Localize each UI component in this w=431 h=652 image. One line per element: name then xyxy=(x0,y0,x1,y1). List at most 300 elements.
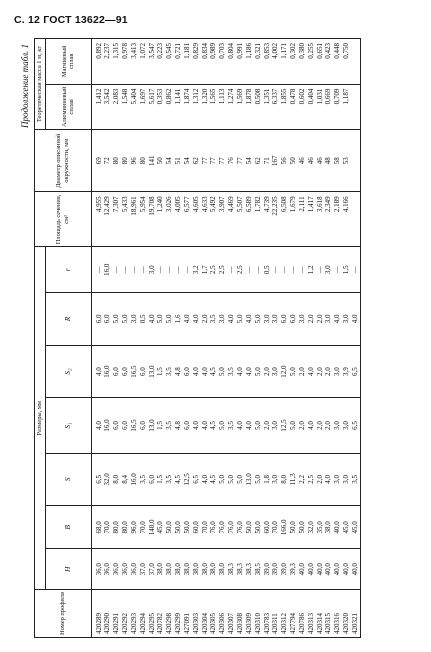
cell-s2: 5,0 xyxy=(254,345,263,398)
cell-diameter: 50 xyxy=(289,130,298,192)
table-row xyxy=(121,39,130,638)
cell-b: 76,0 xyxy=(236,506,245,549)
cell-b: 70,0 xyxy=(103,506,112,549)
cell-b: 80,0 xyxy=(121,506,130,549)
cell-mass-mg: 0,892 xyxy=(91,39,103,85)
cell-diameter: 53 xyxy=(342,130,351,192)
cell-r-big: 3,0 xyxy=(130,293,139,346)
header-s2: S₂ xyxy=(45,345,91,398)
cell-s: 3,5 xyxy=(139,453,148,506)
cell-r-small: 1,5 xyxy=(342,247,351,293)
cell-s1: 16,0 xyxy=(103,398,112,453)
cell-s: 4,0 xyxy=(201,453,210,506)
cell-diameter: 80 xyxy=(121,130,130,192)
table-row xyxy=(218,39,227,638)
cell-b: 50,0 xyxy=(289,506,298,549)
cell-area: 3,907 xyxy=(218,192,227,247)
cell-area: 5,507 xyxy=(236,192,245,247)
cell-r-big: 0,5 xyxy=(139,293,148,346)
cell-s1: 4,0 xyxy=(192,398,201,453)
cell-s: 11,3 xyxy=(289,453,298,506)
cell-profile-no: 420315 xyxy=(324,590,333,638)
cell-diameter: 46 xyxy=(307,130,316,192)
cell-s: 6,5 xyxy=(91,453,103,506)
cell-area: 1,782 xyxy=(254,192,263,247)
cell-b: 60,0 xyxy=(192,506,201,549)
cell-s2: 4,0 xyxy=(245,345,254,398)
cell-s: 5,0 xyxy=(227,453,236,506)
cell-s: 4,5 xyxy=(174,453,183,506)
cell-b: 166,0 xyxy=(280,506,289,549)
cell-r-small: — xyxy=(271,247,280,293)
cell-r-big: 4,0 xyxy=(245,293,254,346)
cell-r-small: — xyxy=(289,247,298,293)
cell-r-big: 4,0 xyxy=(192,293,201,346)
cell-s: 1,5 xyxy=(156,453,165,506)
cell-diameter: 80 xyxy=(139,130,148,192)
cell-r-small: — xyxy=(254,247,263,293)
cell-mass-mg: 2,237 xyxy=(103,39,112,85)
cell-mass-al: 1,274 xyxy=(227,84,236,130)
cell-r-big: 3,0 xyxy=(298,293,307,346)
cell-r-small: 2,5 xyxy=(218,247,227,293)
cell-r-small: 3,0 xyxy=(324,247,333,293)
cell-mass-mg: 0,750 xyxy=(342,39,351,85)
cell-b: 70,0 xyxy=(201,506,210,549)
cell-profile-no: 420311 xyxy=(271,590,280,638)
cell-r-small: — xyxy=(245,247,254,293)
table-row xyxy=(156,39,165,638)
cell-diameter: 96 xyxy=(130,130,139,192)
cell-profile-no: 427091 xyxy=(183,590,192,638)
table-row xyxy=(139,39,148,638)
cell-r-big: 2,0 xyxy=(307,293,316,346)
cell-s: 3,0 xyxy=(271,453,280,506)
cell-area: 1,240 xyxy=(156,192,165,247)
cell-h: 38,0 xyxy=(218,549,227,590)
cell-b: 50,0 xyxy=(254,506,263,549)
cell-diameter: 46 xyxy=(316,130,325,192)
cell-b: 70,0 xyxy=(139,506,148,549)
cell-profile-no: 420306 xyxy=(218,590,227,638)
cell-diameter: 54 xyxy=(165,130,174,192)
cell-b: 40,0 xyxy=(333,506,342,549)
cell-area: 1,679 xyxy=(289,192,298,247)
table-row xyxy=(183,39,192,638)
cell-diameter: 48 xyxy=(324,130,333,192)
cell-s: 2,0 xyxy=(316,453,325,506)
cell-diameter: 77 xyxy=(218,130,227,192)
cell-mass-mg: 0,255 xyxy=(307,39,316,85)
header-r-big: R xyxy=(45,293,91,346)
profiles-table-body xyxy=(91,39,360,638)
table-row xyxy=(103,39,112,638)
cell-r-big: 3,0 xyxy=(324,293,333,346)
cell-r-big: 5,0 xyxy=(121,293,130,346)
cell-s: 2,5 xyxy=(307,453,316,506)
cell-s2: 6,0 xyxy=(183,345,192,398)
cell-b: 96,0 xyxy=(130,506,139,549)
cell-s1: 12,5 xyxy=(280,398,289,453)
cell-s2: 3,5 xyxy=(165,345,174,398)
cell-r-small: 1,2 xyxy=(307,247,316,293)
cell-s2: 4,0 xyxy=(236,345,245,398)
cell-area: 6,577 xyxy=(183,192,192,247)
cell-s: 8,0 xyxy=(112,453,121,506)
cell-h: 39,0 xyxy=(271,549,280,590)
cell-profile-no: 420786 xyxy=(298,590,307,638)
cell-mass-al: 6,337 xyxy=(271,84,280,130)
cell-h: 38,3 xyxy=(236,549,245,590)
cell-mass-al: 1,548 xyxy=(121,84,130,130)
cell-s2: 4,0 xyxy=(192,345,201,398)
table-row xyxy=(254,39,263,638)
cell-b: 50,0 xyxy=(174,506,183,549)
cell-mass-al: 0,862 xyxy=(165,84,174,130)
cell-r-small: — xyxy=(333,247,342,293)
cell-mass-al: 1,141 xyxy=(174,84,183,130)
cell-mass-al: 1,320 xyxy=(201,84,210,130)
cell-r-big: 3,5 xyxy=(209,293,218,346)
cell-mass-mg: 0,321 xyxy=(254,39,263,85)
cell-s: 3,5 xyxy=(351,453,360,506)
cell-b: 140,0 xyxy=(148,506,157,549)
cell-r-big: 5,0 xyxy=(165,293,174,346)
cell-profile-no: 420304 xyxy=(201,590,210,638)
table-row xyxy=(271,39,280,638)
cell-mass-al: 0,602 xyxy=(298,84,307,130)
cell-area: 19,708 xyxy=(148,192,157,247)
cell-h: 36,0 xyxy=(91,549,103,590)
cell-r-big: 6,0 xyxy=(289,293,298,346)
cell-r-small: — xyxy=(351,247,360,293)
cell-area: 4,955 xyxy=(91,192,103,247)
cell-diameter: 167 xyxy=(271,130,280,192)
cell-mass-mg: 1,171 xyxy=(280,39,289,85)
table-row xyxy=(174,39,183,638)
cell-mass-mg: 1,072 xyxy=(139,39,148,85)
table-row xyxy=(130,39,139,638)
cell-r-big: 1,6 xyxy=(174,293,183,346)
cell-b: 35,0 xyxy=(316,506,325,549)
cell-s1: 5,0 xyxy=(289,398,298,453)
cell-s2: 3,9 xyxy=(342,345,351,398)
cell-s: 5,0 xyxy=(218,453,227,506)
cell-b: 60,0 xyxy=(263,506,272,549)
cell-r-big: 6,0 xyxy=(91,293,103,346)
cell-diameter xyxy=(351,130,360,192)
cell-s1: 5,0 xyxy=(254,398,263,453)
cell-mass-mg: 0,834 xyxy=(201,39,210,85)
cell-h: 40,0 xyxy=(333,549,342,590)
cell-profile-no: 420299 xyxy=(174,590,183,638)
cell-s2: 4,0 xyxy=(201,345,210,398)
cell-s2: 16,0 xyxy=(103,345,112,398)
cell-s: 5,0 xyxy=(236,453,245,506)
table-row xyxy=(91,39,103,638)
cell-s: 1,8 xyxy=(263,453,272,506)
cell-r-big: 6,0 xyxy=(103,293,112,346)
cell-r-big: 5,0 xyxy=(254,293,263,346)
cell-s: 5,0 xyxy=(254,453,263,506)
cell-b: 50,0 xyxy=(245,506,254,549)
cell-diameter: 62 xyxy=(254,130,263,192)
cell-diameter: 76 xyxy=(227,130,236,192)
cell-diameter: 58 xyxy=(333,130,342,192)
cell-b: 50,0 xyxy=(298,506,307,549)
cell-mass-al: 0,508 xyxy=(254,84,263,130)
cell-s1: 2,0 xyxy=(324,398,333,453)
cell-diameter: 50 xyxy=(156,130,165,192)
cell-s2: 4,0 xyxy=(91,345,103,398)
cell-profile-no: 420782 xyxy=(156,590,165,638)
cell-area: 4,469 xyxy=(227,192,236,247)
cell-s2: 4,0 xyxy=(307,345,316,398)
cell-diameter: 62 xyxy=(192,130,201,192)
cell-s2: 2,0 xyxy=(263,345,272,398)
cell-s1: 4,8 xyxy=(174,398,183,453)
cell-mass-al: 1,351 xyxy=(263,84,272,130)
cell-h: 38,0 xyxy=(209,549,218,590)
cell-r-big: 3,0 xyxy=(218,293,227,346)
cell-area: 4,005 xyxy=(174,192,183,247)
cell-s2: 5,0 xyxy=(218,345,227,398)
cell-h: 38,0 xyxy=(174,549,183,590)
cell-mass-al: 3,542 xyxy=(103,84,112,130)
cell-area: 2,189 xyxy=(333,192,342,247)
cell-s2: 2,0 xyxy=(324,345,333,398)
cell-profile-no: 420290 xyxy=(103,590,112,638)
cell-mass-al: 5,404 xyxy=(130,84,139,130)
cell-mass-mg: 4,002 xyxy=(271,39,280,85)
table-row xyxy=(324,39,333,638)
cell-s1: 3,0 xyxy=(333,398,342,453)
table-row xyxy=(227,39,236,638)
cell-diameter: 141 xyxy=(148,130,157,192)
cell-mass-mg: 3,547 xyxy=(148,39,157,85)
cell-diameter: 51 xyxy=(174,130,183,192)
cell-profile-no: 420305 xyxy=(209,590,218,638)
cell-area: 5,954 xyxy=(139,192,148,247)
cell-diameter: 56 xyxy=(280,130,289,192)
cell-r-big: 2,0 xyxy=(201,293,210,346)
cell-mass-mg: 0,223 xyxy=(156,39,165,85)
cell-r-small: — xyxy=(156,247,165,293)
cell-h: 37,0 xyxy=(139,549,148,590)
continuation-label: Продолжение табл. 1 xyxy=(20,44,30,128)
cell-h: 39,0 xyxy=(263,549,272,590)
cell-r-small: 2,5 xyxy=(236,247,245,293)
cell-mass-mg: 0,978 xyxy=(121,39,130,85)
cell-profile-no: 420320 xyxy=(342,590,351,638)
header-mass-mg: Магниевый сплав xyxy=(45,39,91,85)
cell-profile-no: 420295 xyxy=(148,590,157,638)
table-row xyxy=(165,39,174,638)
cell-diameter: 72 xyxy=(103,130,112,192)
cell-area: 12,429 xyxy=(103,192,112,247)
cell-r-small: — xyxy=(121,247,130,293)
cell-s2: 1,5 xyxy=(156,345,165,398)
cell-area: 3,026 xyxy=(165,192,174,247)
header-mass: Теоретическая масса 1 м, кг xyxy=(35,39,46,130)
cell-mass-al: 1,187 xyxy=(342,84,351,130)
cell-r-small: 16,0 xyxy=(103,247,112,293)
cell-b: 45,0 xyxy=(351,506,360,549)
cell-area xyxy=(351,192,360,247)
cell-b: 76,0 xyxy=(209,506,218,549)
cell-s2: 2,0 xyxy=(316,345,325,398)
cell-area: 2,349 xyxy=(324,192,333,247)
cell-diameter: 80 xyxy=(112,130,121,192)
cell-b: 70,0 xyxy=(271,506,280,549)
cell-mass-al: 1,031 xyxy=(316,84,325,130)
cell-r-big: 4,0 xyxy=(351,293,360,346)
table-row xyxy=(209,39,218,638)
cell-profile-no: 420294 xyxy=(139,590,148,638)
cell-area: 5,433 xyxy=(121,192,130,247)
cell-s1: 3,0 xyxy=(271,398,280,453)
table-row xyxy=(263,39,272,638)
cell-r-small: — xyxy=(174,247,183,293)
cell-s1: 6,0 xyxy=(183,398,192,453)
cell-h: 38,0 xyxy=(201,549,210,590)
cell-h: 37,0 xyxy=(148,549,157,590)
cell-mass-al: 1,565 xyxy=(209,84,218,130)
cell-r-big: 5,0 xyxy=(156,293,165,346)
header-profile-no: Номер профиля xyxy=(35,590,92,638)
cell-h: 39,0 xyxy=(280,549,289,590)
cell-diameter: 71 xyxy=(263,130,272,192)
cell-h: 40,0 xyxy=(316,549,325,590)
cell-mass-al: 0,353 xyxy=(156,84,165,130)
cell-mass-mg: 0,853 xyxy=(263,39,272,85)
cell-r-big: 2,0 xyxy=(316,293,325,346)
profiles-table xyxy=(34,38,361,638)
table-row xyxy=(351,39,360,638)
cell-s2: 6,0 xyxy=(112,345,121,398)
cell-r-big: 6,0 xyxy=(280,293,289,346)
cell-r-big: 4,0 xyxy=(148,293,157,346)
cell-s: 8,4 xyxy=(121,453,130,506)
cell-profile-no: 420783 xyxy=(263,590,272,638)
table-row xyxy=(201,39,210,638)
cell-mass-mg: 0,380 xyxy=(298,39,307,85)
cell-r-small: — xyxy=(165,247,174,293)
cell-s1: 6,0 xyxy=(139,398,148,453)
cell-b: 50,0 xyxy=(165,506,174,549)
cell-mass-al: 1,113 xyxy=(218,84,227,130)
cell-s2: 3,5 xyxy=(227,345,236,398)
cell-s1: 1,5 xyxy=(156,398,165,453)
cell-mass-mg: 0,423 xyxy=(324,39,333,85)
cell-r-small: — xyxy=(227,247,236,293)
cell-mass-al: 0,669 xyxy=(324,84,333,130)
cell-diameter: 46 xyxy=(298,130,307,192)
cell-s1: 6,0 xyxy=(121,398,130,453)
table-row xyxy=(192,39,201,638)
cell-r-small: 0,5 xyxy=(263,247,272,293)
cell-mass-mg: 0,302 xyxy=(289,39,298,85)
cell-r-big: 3,0 xyxy=(271,293,280,346)
cell-mass-mg: 0,448 xyxy=(333,39,342,85)
cell-mass-al: 0,404 xyxy=(307,84,316,130)
cell-area: 6,589 xyxy=(245,192,254,247)
cell-diameter: 77 xyxy=(209,130,218,192)
cell-s2: 16,5 xyxy=(130,345,139,398)
cell-h: 38,0 xyxy=(165,549,174,590)
cell-s: 3,0 xyxy=(333,453,342,506)
table-row xyxy=(298,39,307,638)
cell-area: 5,492 xyxy=(209,192,218,247)
cell-b: 32,0 xyxy=(307,506,316,549)
cell-r-big: 4,0 xyxy=(227,293,236,346)
cell-area: 6,508 xyxy=(280,192,289,247)
cell-s: 4,0 xyxy=(324,453,333,506)
cell-s1: 4,0 xyxy=(236,398,245,453)
cell-profile-no: 420292 xyxy=(121,590,130,638)
cell-r-small: — xyxy=(298,247,307,293)
cell-r-small: — xyxy=(91,247,103,293)
header-mass-al: Алюминиевый сплав xyxy=(45,84,91,130)
cell-profile-no: 420303 xyxy=(192,590,201,638)
cell-h: 40,0 xyxy=(324,549,333,590)
cell-s2: 3,0 xyxy=(271,345,280,398)
cell-s: 6,5 xyxy=(192,453,201,506)
table-row xyxy=(289,39,298,638)
table-row xyxy=(245,39,254,638)
cell-r-big: 4,0 xyxy=(183,293,192,346)
table-row xyxy=(112,39,121,638)
cell-diameter: 54 xyxy=(245,130,254,192)
cell-b: 38,0 xyxy=(324,506,333,549)
cell-diameter: 69 xyxy=(91,130,103,192)
cell-s: 2,2 xyxy=(298,453,307,506)
cell-mass-mg: 0,804 xyxy=(227,39,236,85)
cell-profile-no: 420291 xyxy=(112,590,121,638)
cell-mass-mg: 0,829 xyxy=(192,39,201,85)
cell-s: 8,0 xyxy=(280,453,289,506)
cell-b: 50,0 xyxy=(183,506,192,549)
cell-s1: 3,5 xyxy=(165,398,174,453)
cell-profile-no: 427794 xyxy=(289,590,298,638)
cell-b: 68,0 xyxy=(91,506,103,549)
cell-diameter: 77 xyxy=(236,130,245,192)
cell-h: 36,0 xyxy=(121,549,130,590)
cell-mass-al: 1,412 xyxy=(91,84,103,130)
cell-s1: 3,5 xyxy=(227,398,236,453)
cell-s1: 5,0 xyxy=(218,398,227,453)
cell-h: 38,3 xyxy=(227,549,236,590)
header-s: S xyxy=(45,453,91,506)
header-s1: S₁ xyxy=(45,398,91,453)
cell-profile-no: 420298 xyxy=(165,590,174,638)
cell-s2: 12,0 xyxy=(280,345,289,398)
cell-mass-al: 1,855 xyxy=(280,84,289,130)
cell-mass-al: 1,569 xyxy=(236,84,245,130)
cell-mass-al: 0,709 xyxy=(333,84,342,130)
cell-r-small: — xyxy=(316,247,325,293)
cell-mass-al: 1,874 xyxy=(183,84,192,130)
header-r-small: r xyxy=(45,247,91,293)
cell-s2: 6,5 xyxy=(351,345,360,398)
cell-area: 22,235 xyxy=(271,192,280,247)
header-b: B xyxy=(45,506,91,549)
cell-r-small: — xyxy=(112,247,121,293)
cell-profile-no: 420307 xyxy=(227,590,236,638)
cell-mass-mg: 1,315 xyxy=(112,39,121,85)
cell-s: 3,5 xyxy=(165,453,174,506)
cell-s: 4,5 xyxy=(209,453,218,506)
